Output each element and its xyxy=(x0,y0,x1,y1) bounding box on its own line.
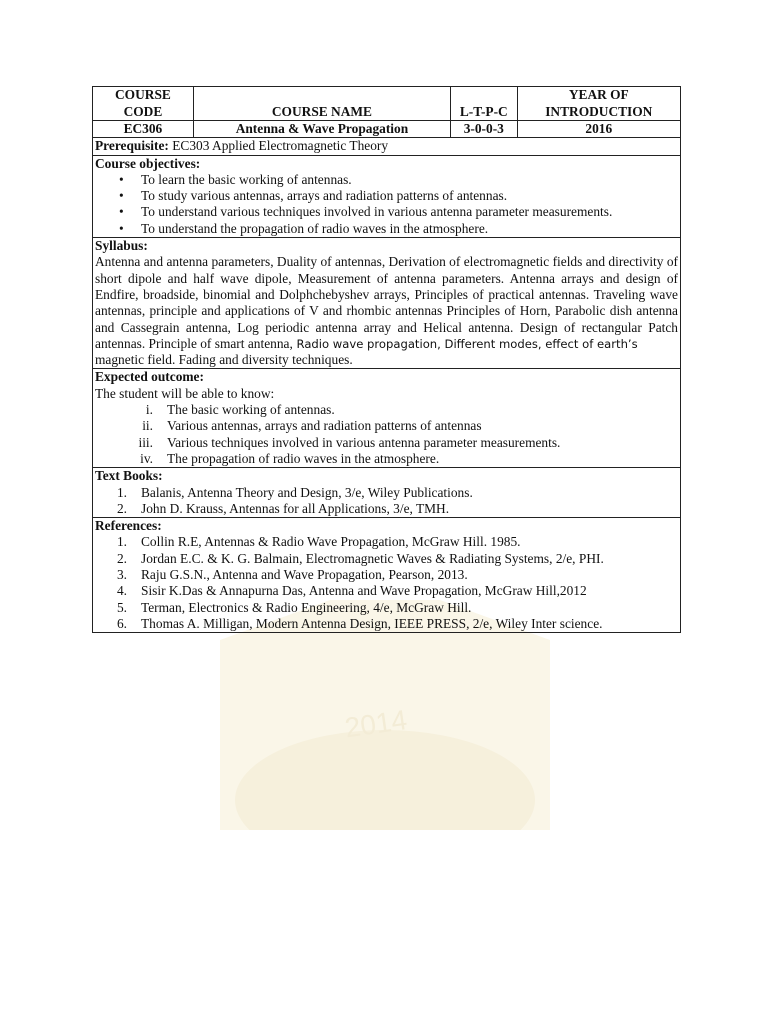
header-row xyxy=(93,87,681,121)
list-marker: 4. xyxy=(116,583,127,599)
list-marker: 2. xyxy=(116,500,127,516)
outcome-list xyxy=(95,402,678,467)
objectives-row xyxy=(93,155,681,237)
objectives-list xyxy=(95,172,678,237)
list-text: Various antennas, arrays and radiation patterns of antennas xyxy=(167,418,482,434)
list-text: John D. Krauss, Antennas for all Applications, 3/e, TMH. xyxy=(141,500,450,516)
course-ltpc: 3-0-0-3 xyxy=(451,121,518,138)
list-text: Raju G.S.N., Antenna and Wave Propagation, Pearson, 2013. xyxy=(141,567,468,583)
list-marker: 1. xyxy=(116,534,127,550)
list-item: • To study various antennas, arrays and radiation patterns of antennas. xyxy=(95,188,678,204)
course-syllabus-table xyxy=(92,86,681,633)
list-text: Thomas A. Milligan, Modern Antenna Design, IEEE PRESS, 2/e, Wiley Inter science. xyxy=(141,615,603,631)
list-item: • To understand various techniques involved in various antenna parameter measurements. xyxy=(95,204,678,220)
list-marker: 2. xyxy=(116,550,127,566)
course-year: 2016 xyxy=(517,121,680,138)
list-marker: iii. xyxy=(138,434,153,450)
course-name: Antenna & Wave Propagation xyxy=(193,121,450,138)
list-marker: 3. xyxy=(116,567,127,583)
list-item xyxy=(95,402,678,418)
list-item: • To understand the propagation of radio waves in the atmosphere. xyxy=(95,221,678,237)
list-text: The basic working of antennas. xyxy=(167,402,335,418)
textbooks-title: Text Books: xyxy=(95,468,163,484)
list-item xyxy=(95,451,678,467)
list-item xyxy=(95,567,678,583)
outcome-title: Expected outcome: xyxy=(95,369,204,385)
list-item xyxy=(95,435,678,451)
list-marker: 5. xyxy=(116,599,127,615)
outcome-intro: The student will be able to know: xyxy=(95,385,275,401)
list-item xyxy=(95,418,678,434)
course-code: EC306 xyxy=(93,121,194,138)
references-row xyxy=(93,518,681,633)
syllabus-row xyxy=(93,238,681,369)
course-code-header: COURSE CODE xyxy=(93,87,194,121)
list-text: Terman, Electronics & Radio Engineering, 4/e, McGraw Hill. xyxy=(141,599,472,615)
course-info-row xyxy=(93,121,681,138)
ltpc-header: L-T-P-C xyxy=(451,87,518,121)
list-marker: iv. xyxy=(140,450,153,466)
year-header: YEAR OF INTRODUCTION xyxy=(517,87,680,121)
syllabus-text-main: Antenna and antenna parameters, Duality of antennas, Derivation of electromagnetic fields and directivity of short dipole and half wave dipole, Measurement of antenna parameters. Antenna arrays and design of Endfire, broadside, binomial and Dolphchebyshev arrays, Principles of practical antennas. Traveling wave antennas, principle and applications of V and rhombic antennas Principles of Horn, Parabolic dish antenna and Cassegrain antenna, Log periodic antenna array and Helical antenna. Design of rectangular Patch antennas. Principle of smart antenna, xyxy=(95,254,678,351)
course-name-header: COURSE NAME xyxy=(193,87,450,121)
list-marker: i. xyxy=(145,402,153,418)
list-text: Collin R.E, Antennas & Radio Wave Propagation, McGraw Hill. 1985. xyxy=(141,534,521,550)
syllabus-text-sans: Radio wave propagation, Different modes, effect of earth’s xyxy=(292,336,638,351)
list-text: Balanis, Antenna Theory and Design, 3/e, Wiley Publications. xyxy=(141,484,473,500)
list-text: Jordan E.C. & K. G. Balmain, Electromagnetic Waves & Radiating Systems, 2/e, PHI. xyxy=(141,550,604,566)
syllabus-title: Syllabus: xyxy=(95,238,148,254)
list-marker: ii. xyxy=(142,418,153,434)
watermark-seal xyxy=(220,600,550,830)
prerequisite-value: EC303 Applied Electromagnetic Theory xyxy=(172,138,389,154)
list-item xyxy=(95,551,678,567)
list-item xyxy=(95,534,678,550)
list-text: The propagation of radio waves in the atmosphere. xyxy=(167,450,440,466)
list-text: Various techniques involved in various antenna parameter measurements. xyxy=(167,434,561,450)
references-title: References: xyxy=(95,518,162,534)
outcome-row xyxy=(93,369,681,468)
list-item xyxy=(95,501,678,517)
list-item xyxy=(95,600,678,616)
objectives-title: Course objectives: xyxy=(95,155,201,171)
list-item xyxy=(95,485,678,501)
list-item xyxy=(95,616,678,632)
syllabus-text-end: magnetic field. Fading and diversity techniques. xyxy=(95,352,353,368)
list-marker: 6. xyxy=(116,615,127,631)
list-item xyxy=(95,583,678,599)
textbooks-list xyxy=(95,485,678,518)
prerequisite-row xyxy=(93,138,681,155)
watermark-year: 2014 xyxy=(342,704,409,744)
syllabus-text xyxy=(95,254,678,352)
textbooks-row xyxy=(93,468,681,518)
list-item: • To learn the basic working of antennas. xyxy=(95,172,678,188)
list-marker: 1. xyxy=(116,484,127,500)
prerequisite-label: Prerequisite: xyxy=(95,138,169,154)
list-text: Sisir K.Das & Annapurna Das, Antenna and Wave Propagation, McGraw Hill,2012 xyxy=(141,583,587,599)
references-list xyxy=(95,534,678,632)
